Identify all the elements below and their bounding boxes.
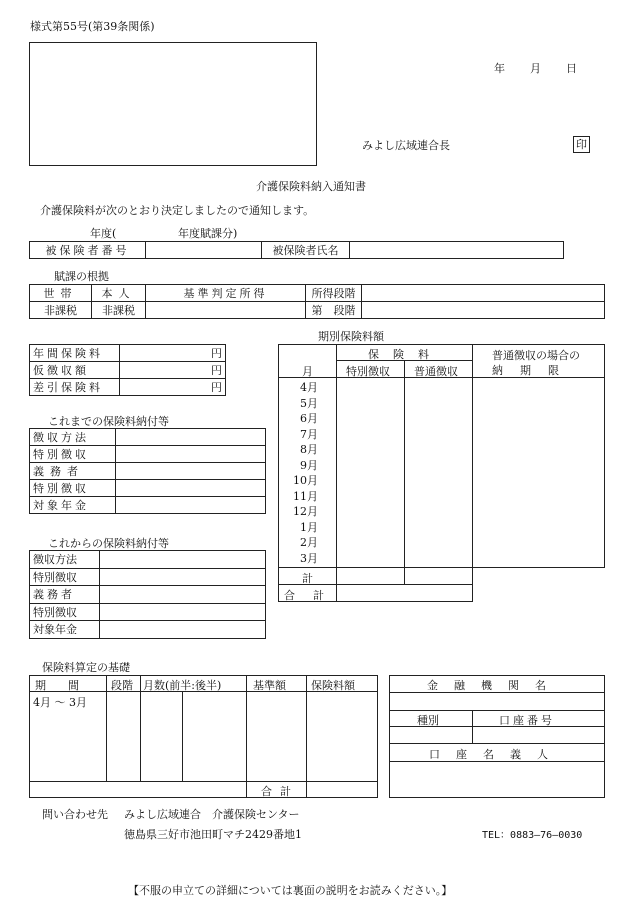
period-subtotal-label: 計 (302, 572, 313, 585)
provisional-amount-value[interactable]: 円 (120, 362, 226, 379)
address-window (29, 42, 317, 166)
period-month-cell: 3月 (300, 551, 318, 565)
calc-heading: 保険料算定の基礎 (42, 661, 130, 674)
period-month-cell: 9月 (300, 458, 318, 472)
period-month-cell: 4月 (300, 381, 318, 394)
past-row-label: 徴収方法 (30, 429, 116, 446)
past-row-value[interactable] (116, 446, 266, 463)
period-month-cell: 12月 (293, 505, 318, 518)
past-row-label: 特別徴収 (30, 446, 116, 463)
period-deadline-header: 普通徴収の場合の (492, 349, 580, 362)
calc-period-value: 4月 ～ 3月 (33, 696, 87, 709)
contact-label: 問い合わせ先 (42, 808, 108, 821)
bank-account-number-label: 口座番号 (499, 714, 555, 727)
past-row-value[interactable] (116, 497, 266, 514)
date-day: 日 (566, 62, 577, 75)
future-row-value[interactable] (100, 551, 266, 569)
past-heading: これまでの保険料納付等 (48, 415, 169, 428)
future-row-value[interactable] (100, 621, 266, 639)
past-row-label: 特別徴収 (30, 480, 116, 497)
amounts-table (29, 344, 226, 396)
period-heading: 期別保険料額 (318, 330, 384, 343)
basis-table (29, 284, 605, 319)
future-heading: これからの保険料納付等 (48, 537, 169, 550)
future-row-label: 特別徴収 (30, 568, 100, 586)
issuer-name: みよし広域連合長 (362, 139, 450, 152)
basis-income-header: 基準判定所得 (146, 285, 306, 302)
insured-table (29, 241, 564, 259)
basis-household-header: 世帯 (30, 285, 92, 302)
seal-mark: 印 (573, 136, 590, 153)
past-row-label: 義務者 (30, 463, 116, 480)
basis-heading: 賦課の根拠 (54, 270, 109, 283)
future-row-label: 特別徴収 (30, 603, 100, 621)
annual-premium-value[interactable]: 円 (120, 345, 226, 362)
calc-premium-header: 保険料額 (311, 679, 355, 692)
date-month: 月 (530, 62, 541, 75)
period-month-header: 月 (302, 365, 313, 378)
insured-number-label: 被保険者番号 (30, 242, 146, 259)
basis-income-value[interactable] (146, 302, 306, 319)
period-month-cell: 11月 (293, 489, 318, 503)
calc-base-header: 基準額 (253, 679, 286, 692)
past-row-value[interactable] (116, 463, 266, 480)
future-row-value[interactable] (100, 603, 266, 621)
calc-period-header: 期間 (35, 679, 101, 692)
basis-self-header: 本人 (92, 285, 146, 302)
basis-household-value: 非課税 (30, 302, 92, 319)
basis-extra[interactable] (362, 302, 605, 319)
period-month-cell: 7月 (300, 427, 318, 441)
difference-premium-label: 差引保険料 (30, 379, 120, 396)
date-year: 年 (494, 62, 505, 75)
intro-text: 介護保険料が次のとおり決定しましたので通知します。 (40, 204, 315, 217)
bank-holder-label: 口座名義人 (429, 748, 564, 761)
provisional-amount-label: 仮徴収額 (30, 362, 120, 379)
period-deadline-header-2: 納期限 (492, 364, 576, 377)
period-month-cell: 8月 (300, 443, 318, 456)
future-row-label: 対象年金 (30, 621, 100, 639)
past-row-value[interactable] (116, 429, 266, 446)
calc-table (29, 675, 378, 798)
assessment-year-label: 年度賦課分) (178, 227, 238, 240)
period-premium-header: 保険料 (368, 348, 443, 361)
contact-phone: TEL：0883―76―0030 (482, 830, 583, 841)
past-row-label: 対象年金 (30, 497, 116, 514)
future-row-label: 義務者 (30, 586, 100, 604)
future-table (29, 550, 266, 639)
form-number: 様式第55号(第39条関係) (30, 20, 155, 33)
fiscal-year-label: 年度( (90, 227, 117, 240)
basis-self-value: 非課税 (92, 302, 146, 319)
past-row-value[interactable] (116, 480, 266, 497)
insured-number-field[interactable] (146, 242, 262, 259)
basis-stage-number: 第 段階 (306, 302, 362, 319)
basis-stage-header: 所得段階 (306, 285, 362, 302)
basis-stage-value[interactable] (362, 285, 605, 302)
contact-address: 徳島県三好市池田町マチ2429番地1 (124, 828, 302, 841)
past-table (29, 428, 266, 514)
period-table (278, 344, 605, 602)
period-month-cell: 10月 (293, 474, 318, 487)
period-special-header: 特別徴収 (346, 365, 390, 378)
annual-premium-label: 年間保険料 (30, 345, 120, 362)
period-month-cell: 1月 (300, 520, 318, 534)
calc-total-label: 合計 (261, 785, 299, 798)
future-row-label: 徴収方法 (30, 551, 100, 569)
difference-premium-value[interactable]: 円 (120, 379, 226, 396)
contact-org: みよし広域連合 介護保険センター (124, 808, 300, 821)
insured-name-field[interactable] (350, 242, 564, 259)
calc-stage-header: 段階 (111, 679, 133, 692)
future-row-value[interactable] (100, 586, 266, 604)
insured-name-label: 被保険者氏名 (262, 242, 350, 259)
period-normal-header: 普通徴収 (414, 365, 458, 378)
bank-institution-label: 金融機関名 (427, 679, 562, 692)
period-month-cell: 2月 (300, 536, 318, 549)
footer-note: 【不服の申立ての詳細については裏面の説明をお読みください。】 (128, 884, 453, 897)
period-total-label: 合計 (284, 589, 342, 602)
document-title: 介護保険料納入通知書 (256, 180, 366, 193)
bank-table (389, 675, 605, 798)
period-month-cell: 5月 (300, 396, 318, 410)
period-month-cell: 6月 (300, 412, 318, 425)
future-row-value[interactable] (100, 568, 266, 586)
bank-type-label: 種別 (417, 714, 439, 727)
calc-months-header: 月数(前半:後半) (143, 679, 222, 692)
